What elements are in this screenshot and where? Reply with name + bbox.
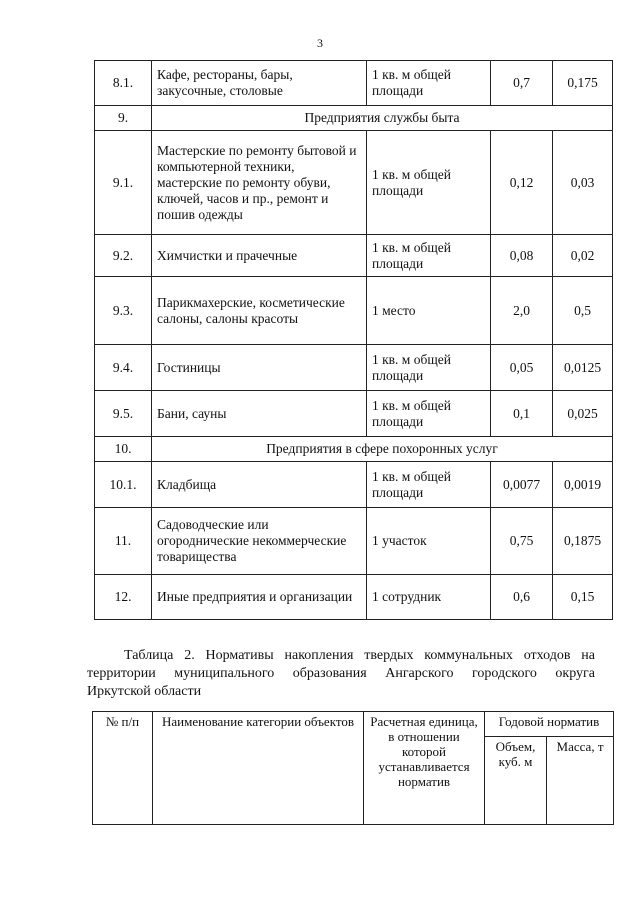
row-number: 11. (95, 508, 152, 575)
norms-table-continued (94, 60, 613, 620)
calc-unit: 1 сотрудник (367, 575, 491, 620)
section-title: Предприятия службы быта (152, 106, 613, 131)
caption-line: Иркутской области (87, 684, 202, 699)
table-row (95, 575, 613, 620)
category-name: Парикмахерские, косметические салоны, салоны красоты (152, 277, 367, 345)
volume-value: 2,0 (491, 277, 553, 345)
caption-line: территории муниципального образования Ангарского городского округа (87, 666, 595, 681)
volume-value: 0,75 (491, 508, 553, 575)
calc-unit: 1 кв. м общей площади (367, 235, 491, 277)
mass-value: 0,175 (553, 61, 613, 106)
row-number: 9.3. (95, 277, 152, 345)
mass-value: 0,03 (553, 131, 613, 235)
mass-value: 0,5 (553, 277, 613, 345)
row-number: 9.4. (95, 345, 152, 391)
table-row (95, 462, 613, 508)
mass-value: 0,15 (553, 575, 613, 620)
table-row (95, 235, 613, 277)
header-annual-norm: Годовой норматив (485, 712, 614, 737)
volume-value: 0,6 (491, 575, 553, 620)
mass-value: 0,0019 (553, 462, 613, 508)
volume-value: 0,7 (491, 61, 553, 106)
mass-value: 0,0125 (553, 345, 613, 391)
section-title: Предприятия в сфере похоронных услуг (152, 437, 613, 462)
mass-value: 0,1875 (553, 508, 613, 575)
volume-value: 0,12 (491, 131, 553, 235)
table-row (95, 61, 613, 106)
header-category: Наименование категории объектов (153, 712, 364, 825)
calc-unit: 1 кв. м общей площади (367, 131, 491, 235)
volume-value: 0,0077 (491, 462, 553, 508)
row-number: 12. (95, 575, 152, 620)
row-number: 9.2. (95, 235, 152, 277)
table-row (95, 508, 613, 575)
table-caption (87, 647, 595, 701)
mass-value: 0,025 (553, 391, 613, 437)
category-name: Кафе, рестораны, бары, закусочные, столовые (152, 61, 367, 106)
category-name: Кладбища (152, 462, 367, 508)
header-row (93, 712, 614, 737)
section-row (95, 106, 613, 131)
volume-value: 0,1 (491, 391, 553, 437)
calc-unit: 1 место (367, 277, 491, 345)
header-calc-unit: Расчетная единица, в отношении которой устанавливается норматив (364, 712, 485, 825)
category-name: Иные предприятия и организации (152, 575, 367, 620)
header-mass: Масса, т (547, 737, 614, 825)
calc-unit: 1 кв. м общей площади (367, 345, 491, 391)
category-name: Мастерские по ремонту бытовой и компьютерной техники, мастерские по ремонту обуви, ключей, часов и пр., ремонт и пошив одежды (152, 131, 367, 235)
category-name: Гостиницы (152, 345, 367, 391)
row-number: 9.1. (95, 131, 152, 235)
category-name: Химчистки и прачечные (152, 235, 367, 277)
section-number: 9. (95, 106, 152, 131)
calc-unit: 1 кв. м общей площади (367, 462, 491, 508)
section-number: 10. (95, 437, 152, 462)
category-name: Садоводческие или огороднические некоммерческие товарищества (152, 508, 367, 575)
section-row (95, 437, 613, 462)
caption-line: Таблица 2. Нормативы накопления твердых коммунальных отходов на (124, 648, 595, 663)
header-volume: Объем, куб. м (485, 737, 547, 825)
table-row (95, 345, 613, 391)
page-number: 3 (317, 36, 323, 50)
norms-table-2-header (92, 711, 614, 825)
volume-value: 0,05 (491, 345, 553, 391)
row-number: 9.5. (95, 391, 152, 437)
table-row (95, 131, 613, 235)
header-number: № п/п (93, 712, 153, 825)
calc-unit: 1 участок (367, 508, 491, 575)
calc-unit: 1 кв. м общей площади (367, 61, 491, 106)
calc-unit: 1 кв. м общей площади (367, 391, 491, 437)
table-row (95, 391, 613, 437)
mass-value: 0,02 (553, 235, 613, 277)
category-name: Бани, сауны (152, 391, 367, 437)
row-number: 10.1. (95, 462, 152, 508)
volume-value: 0,08 (491, 235, 553, 277)
table-row (95, 277, 613, 345)
row-number: 8.1. (95, 61, 152, 106)
